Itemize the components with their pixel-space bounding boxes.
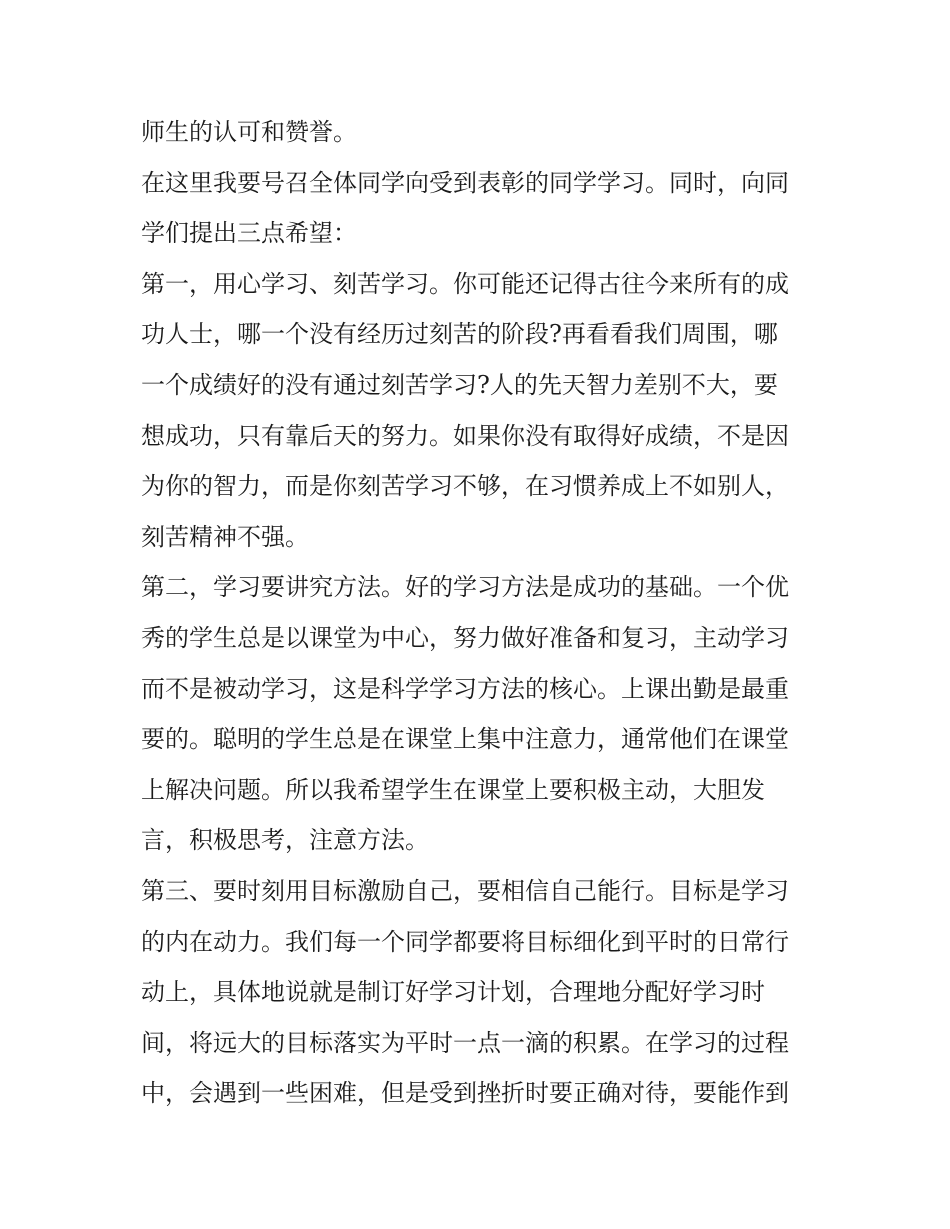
- text-line-20: 中，会遇到一些困难，但是受到挫折时要正确对待，要能作到: [141, 1079, 789, 1108]
- body-text: [141, 107, 813, 1119]
- text-line-4: 第一，用心学习、刻苦学习。你可能还记得古往今来所有的成: [141, 269, 789, 298]
- text-line-11: 秀的学生总是以课堂为中心，努力做好准备和复习，主动学习: [141, 623, 789, 652]
- text-line-18: 动上，具体地说就是制订好学习计划，合理地分配好学习时: [141, 978, 765, 1007]
- text-line-19: 间，将远大的目标落实为平时一点一滴的积累。在学习的过程: [141, 1028, 789, 1057]
- text-line-3: 学们提出三点希望：: [141, 219, 357, 248]
- text-line-9: 刻苦精神不强。: [141, 522, 309, 551]
- text-line-14: 上解决问题。所以我希望学生在课堂上要积极主动，大胆发: [141, 775, 765, 804]
- text-line-2: 在这里我要号召全体同学向受到表彰的同学学习。同时，向同: [141, 168, 789, 197]
- text-line-15: 言，积极思考，注意方法。: [141, 826, 429, 855]
- text-line-12: 而不是被动学习，这是科学学习方法的核心。上课出勤是最重: [141, 674, 789, 703]
- text-line-7: 想成功，只有靠后天的努力。如果你没有取得好成绩，不是因: [141, 421, 789, 450]
- text-line-10: 第二，学习要讲究方法。好的学习方法是成功的基础。一个优: [141, 573, 789, 602]
- text-line-17: 的内在动力。我们每一个同学都要将目标细化到平时的日常行: [141, 927, 789, 956]
- text-line-8: 为你的智力，而是你刻苦学习不够，在习惯养成上不如别人，: [141, 472, 789, 501]
- text-line-1: 师生的认可和赞誉。: [141, 118, 357, 146]
- text-line-16: 第三、要时刻用目标激励自己，要相信自己能行。目标是学习: [141, 876, 789, 905]
- text-line-13: 要的。聪明的学生总是在课堂上集中注意力，通常他们在课堂: [141, 725, 789, 754]
- text-line-5: 功人士，哪一个没有经历过刻苦的阶段?再看看我们周围，哪: [141, 320, 778, 349]
- text-line-6: 一个成绩好的没有通过刻苦学习?人的先天智力差别不大，要: [141, 370, 778, 399]
